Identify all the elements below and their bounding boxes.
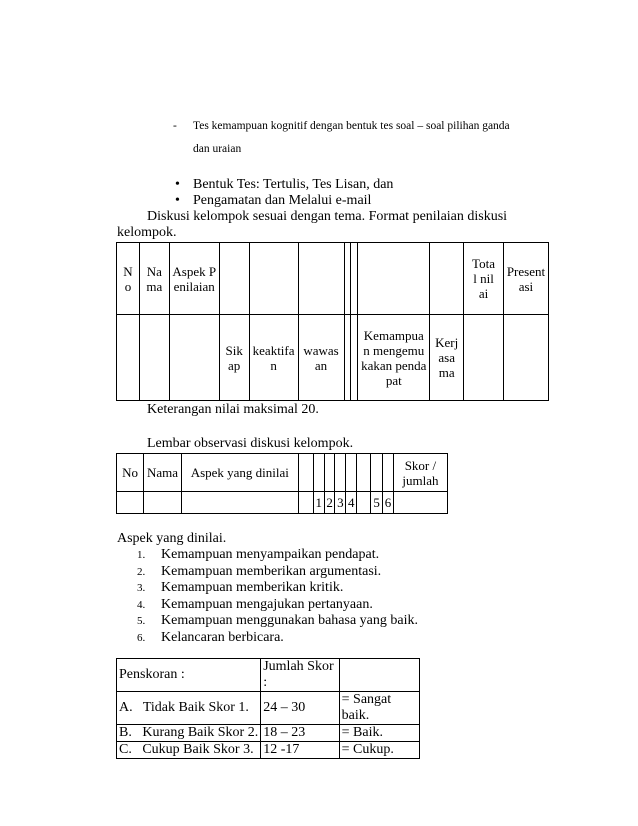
table1-header-row <box>117 243 549 315</box>
test-description-line-1: Tes kemampuan kognitif dengan bentuk tes soal – soal pilihan ganda <box>193 120 510 132</box>
aspects-title: Aspek yang dinilai. <box>117 531 227 546</box>
list-item: 6. Kelancaran berbicara. <box>137 629 284 645</box>
table-row <box>117 659 420 692</box>
table2-score-6: 6 <box>383 492 394 514</box>
table1-col-wawasan: wawasan <box>298 315 344 401</box>
scoring-header-penskoran: Penskoran : <box>117 659 261 692</box>
table2-header-no: No <box>117 454 144 492</box>
list-item: 1. Kemampuan menyampaikan pendapat. <box>137 547 380 562</box>
bullet-dot: • <box>175 177 180 192</box>
table1-subheader-row <box>117 315 549 401</box>
table1-col-sikap: Sikap <box>219 315 249 401</box>
list-item: 2. Kemampuan memberikan argumentasi. <box>137 563 382 579</box>
table2-header-nama: Nama <box>144 454 182 492</box>
list-item: 5. Kemampuan menggunakan bahasa yang baik. <box>137 613 418 628</box>
table1-col-keaktifan: keaktifan <box>249 315 298 401</box>
table1-col-kerjasama: Kerjasama <box>430 315 464 401</box>
observation-table <box>116 453 448 514</box>
discussion-assessment-table <box>116 242 549 401</box>
discussion-text-line-1: Diskusi kelompok sesuai dengan tema. Format penilaian diskusi <box>147 209 508 224</box>
table2-header-aspek: Aspek yang dinilai <box>181 454 298 492</box>
table2-score-4: 4 <box>346 492 357 514</box>
bullet-item-test-forms: Bentuk Tes: Tertulis, Tes Lisan, dan <box>193 177 394 192</box>
list-item: 4. Kemampuan mengajukan pertanyaan. <box>137 596 373 612</box>
table2-score-5: 5 <box>371 492 383 514</box>
table1-header-nama: Nama <box>139 243 169 315</box>
discussion-text-line-2: kelompok. <box>117 225 177 240</box>
table-row: B. Kurang Baik Skor 2. 18 – 23 = Baik. <box>117 725 420 742</box>
bullet-dot: • <box>175 193 180 208</box>
aspects-list <box>137 547 418 646</box>
dash-marker: - <box>173 120 177 132</box>
table-row: C. Cukup Baik Skor 3. 12 -17 = Cukup. <box>117 742 420 759</box>
scoring-header-jumlah: Jumlah Skor : <box>261 659 339 692</box>
table2-score-1: 1 <box>313 492 324 514</box>
table-row: A. Tidak Baik Skor 1. 24 – 30 = Sangat baik. <box>117 692 420 725</box>
observation-sheet-title: Lembar observasi diskusi kelompok. <box>147 436 354 451</box>
table2-header-skor: Skor / jumlah <box>393 454 447 492</box>
table2-score-3: 3 <box>335 492 346 514</box>
scoring-table <box>116 658 420 759</box>
test-description-line-2: dan uraian <box>193 143 242 155</box>
table1-header-aspek: Aspek Penilaian <box>169 243 219 315</box>
max-score-note: Keterangan nilai maksimal 20. <box>147 402 319 417</box>
table1-header-no: No <box>117 243 140 315</box>
list-item: 3. Kemampuan memberikan kritik. <box>137 580 344 595</box>
table2-score-row <box>117 492 448 514</box>
table2-header-row <box>117 454 448 492</box>
table1-col-kemampuan: Kemampuan mengemukakan pendapat <box>358 315 430 401</box>
table1-header-presentasi: Presentasi <box>503 243 548 315</box>
table1-header-total: Total nilai <box>464 243 504 315</box>
table2-score-2: 2 <box>324 492 335 514</box>
bullet-item-observation: Pengamatan dan Melalui e-mail <box>193 193 372 208</box>
